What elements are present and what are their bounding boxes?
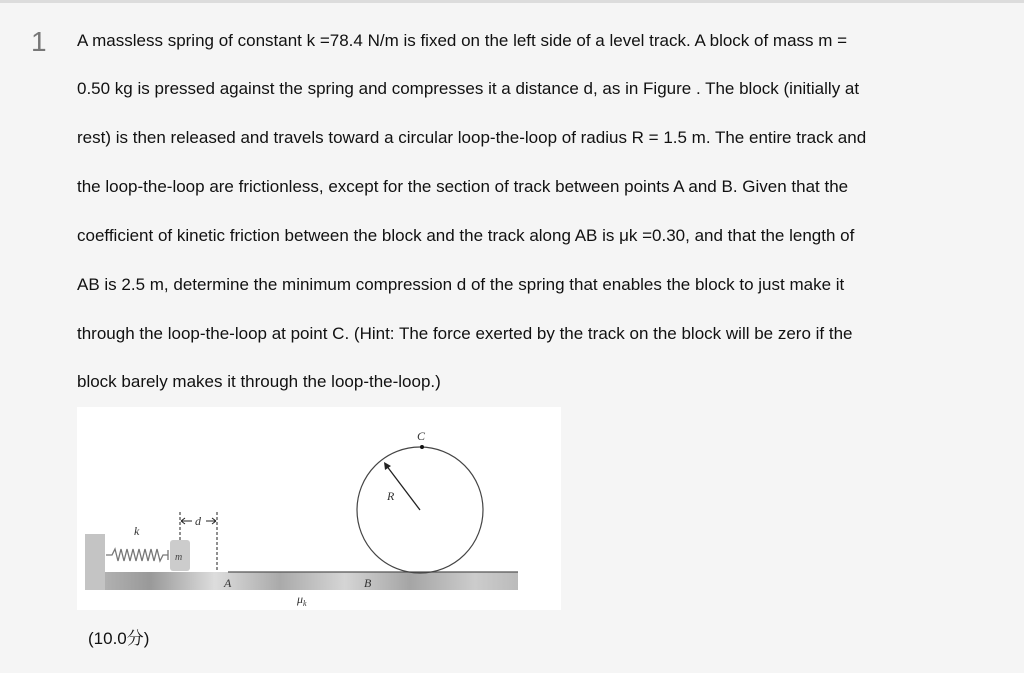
question-number: 1: [31, 26, 47, 57]
question-text-line: AB is 2.5 m, determine the minimum compression d of the spring that enables the block to just make it: [77, 275, 845, 294]
svg-text:A: A: [224, 576, 232, 590]
svg-text:C: C: [417, 429, 426, 443]
question-text-line: the loop-the-loop are frictionless, except for the section of track between points A and B. Given that the: [77, 177, 849, 196]
svg-text:k: k: [134, 524, 140, 538]
loop-the-loop-figure: [77, 407, 561, 610]
points-label: (10.0分): [88, 629, 150, 648]
track: [85, 572, 518, 590]
svg-text:R: R: [387, 489, 395, 503]
svg-text:μk: $\mu_k$: [297, 592, 307, 608]
question-text-line: block barely makes it through the loop-the-loop.): [77, 372, 441, 391]
question-text-line: A massless spring of constant k =78.4 N/m is fixed on the left side of a level track. A block of mass m =: [77, 31, 848, 50]
wall: [85, 534, 105, 590]
svg-text:B: B: [364, 576, 372, 590]
svg-text:m: m: [175, 552, 183, 563]
question-text-line: through the loop-the-loop at point C. (Hint: The force exerted by the track on the block will be zero if the: [77, 324, 853, 343]
question-text-line: rest) is then released and travels toward a circular loop-the-loop of radius R = 1.5 m. The entire track and: [77, 128, 867, 147]
question-text-line: coefficient of kinetic friction between the block and the track along AB is μk =0.30, and that the length of: [77, 226, 855, 245]
question-text-line: 0.50 kg is pressed against the spring and compresses it a distance d, as in Figure . The block (initially at: [77, 79, 860, 98]
svg-text:d: d: [195, 514, 201, 528]
top-border: [0, 0, 1024, 3]
spring: [106, 549, 168, 561]
